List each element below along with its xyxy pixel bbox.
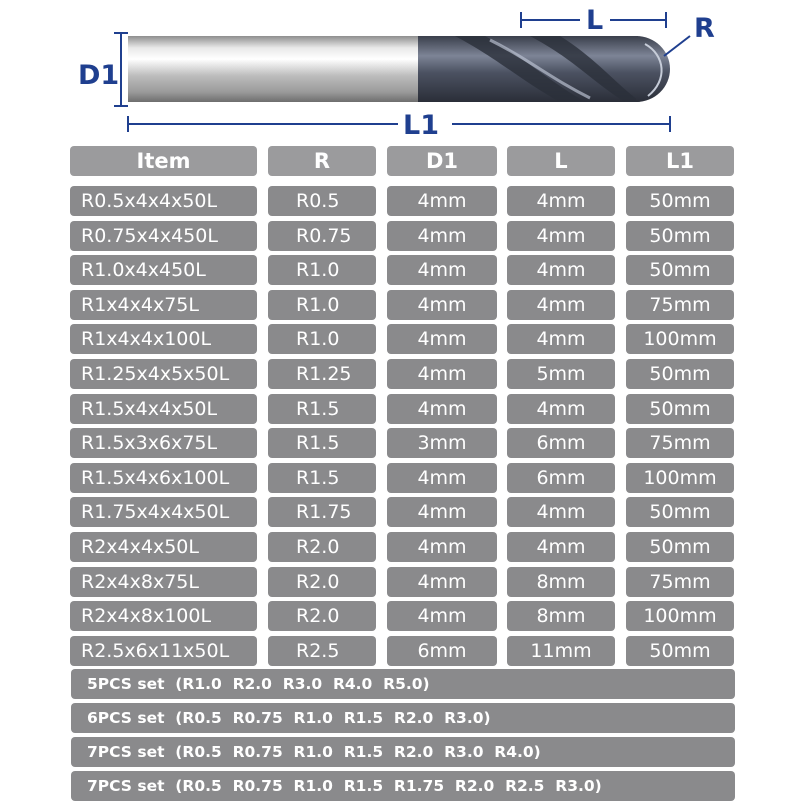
cell-l1: 50mm: [626, 255, 734, 285]
cell-l: 4mm: [507, 532, 615, 562]
cell-r: R2.0: [268, 532, 376, 562]
set-row: 7PCS set (R0.5 R0.75 R1.0 R1.5 R2.0 R3.0 R4.0): [71, 737, 735, 767]
l-label: L: [586, 5, 604, 36]
cell-item: R2.5x6x11x50L: [70, 636, 257, 666]
cell-d1: 4mm: [387, 497, 497, 527]
cell-l1: 75mm: [626, 567, 734, 597]
cell-l: 4mm: [507, 497, 615, 527]
cell-r: R1.25: [268, 359, 376, 389]
cell-l: 5mm: [507, 359, 615, 389]
cell-r: R2.0: [268, 567, 376, 597]
r-label: R: [694, 13, 715, 44]
cell-r: R1.0: [268, 290, 376, 320]
cell-item: R1.75x4x4x50L: [70, 497, 257, 527]
cell-d1: 4mm: [387, 463, 497, 493]
cell-l1: 50mm: [626, 186, 734, 216]
cell-item: R2x4x4x50L: [70, 532, 257, 562]
cell-l1: 100mm: [626, 463, 734, 493]
cell-item: R1.5x3x6x75L: [70, 428, 257, 458]
cell-l: 6mm: [507, 463, 615, 493]
cell-r: R1.75: [268, 497, 376, 527]
header-item: Item: [70, 146, 257, 176]
cell-r: R1.0: [268, 255, 376, 285]
cell-l1: 75mm: [626, 290, 734, 320]
header-d1: D1: [387, 146, 497, 176]
cell-r: R1.0: [268, 324, 376, 354]
cell-d1: 6mm: [387, 636, 497, 666]
cell-item: R2x4x8x100L: [70, 601, 257, 631]
header-l1: L1: [626, 146, 734, 176]
cell-r: R0.75: [268, 221, 376, 251]
cell-item: R1.25x4x5x50L: [70, 359, 257, 389]
cell-item: R1x4x4x75L: [70, 290, 257, 320]
header-l: L: [507, 146, 615, 176]
cell-l1: 50mm: [626, 221, 734, 251]
cell-r: R0.5: [268, 186, 376, 216]
cell-l: 6mm: [507, 428, 615, 458]
cell-l1: 100mm: [626, 324, 734, 354]
l1-label: L1: [403, 110, 439, 140]
cell-l1: 50mm: [626, 394, 734, 424]
cell-d1: 4mm: [387, 359, 497, 389]
cell-l: 4mm: [507, 186, 615, 216]
cell-r: R2.5: [268, 636, 376, 666]
cell-l: 8mm: [507, 601, 615, 631]
cell-item: R2x4x8x75L: [70, 567, 257, 597]
set-row: 7PCS set (R0.5 R0.75 R1.0 R1.5 R1.75 R2.0 R2.5 R3.0): [71, 771, 735, 801]
cell-d1: 4mm: [387, 394, 497, 424]
cell-item: R1x4x4x100L: [70, 324, 257, 354]
cell-l: 4mm: [507, 324, 615, 354]
cell-d1: 4mm: [387, 186, 497, 216]
cell-item: R0.75x4x450L: [70, 221, 257, 251]
cell-item: R1.5x4x6x100L: [70, 463, 257, 493]
set-row: 5PCS set (R1.0 R2.0 R3.0 R4.0 R5.0): [71, 669, 735, 699]
cell-l1: 50mm: [626, 636, 734, 666]
cell-d1: 4mm: [387, 290, 497, 320]
cell-d1: 4mm: [387, 601, 497, 631]
cell-d1: 4mm: [387, 324, 497, 354]
cell-l: 4mm: [507, 221, 615, 251]
cell-l: 8mm: [507, 567, 615, 597]
cell-d1: 4mm: [387, 255, 497, 285]
cell-d1: 4mm: [387, 567, 497, 597]
cell-d1: 4mm: [387, 532, 497, 562]
cell-l1: 50mm: [626, 359, 734, 389]
cell-r: R1.5: [268, 428, 376, 458]
cell-l1: 75mm: [626, 428, 734, 458]
cell-d1: 4mm: [387, 221, 497, 251]
set-row: 6PCS set (R0.5 R0.75 R1.0 R1.5 R2.0 R3.0): [71, 703, 735, 733]
cell-l1: 100mm: [626, 601, 734, 631]
cell-item: R0.5x4x4x50L: [70, 186, 257, 216]
cell-l: 11mm: [507, 636, 615, 666]
cell-l: 4mm: [507, 394, 615, 424]
cell-l1: 50mm: [626, 532, 734, 562]
header-r: R: [268, 146, 376, 176]
cell-l: 4mm: [507, 290, 615, 320]
cell-d1: 3mm: [387, 428, 497, 458]
d1-label: D1: [78, 60, 120, 91]
cell-item: R1.5x4x4x50L: [70, 394, 257, 424]
cell-r: R1.5: [268, 394, 376, 424]
cell-l1: 50mm: [626, 497, 734, 527]
cell-item: R1.0x4x450L: [70, 255, 257, 285]
cell-l: 4mm: [507, 255, 615, 285]
cell-r: R1.5: [268, 463, 376, 493]
cell-r: R2.0: [268, 601, 376, 631]
